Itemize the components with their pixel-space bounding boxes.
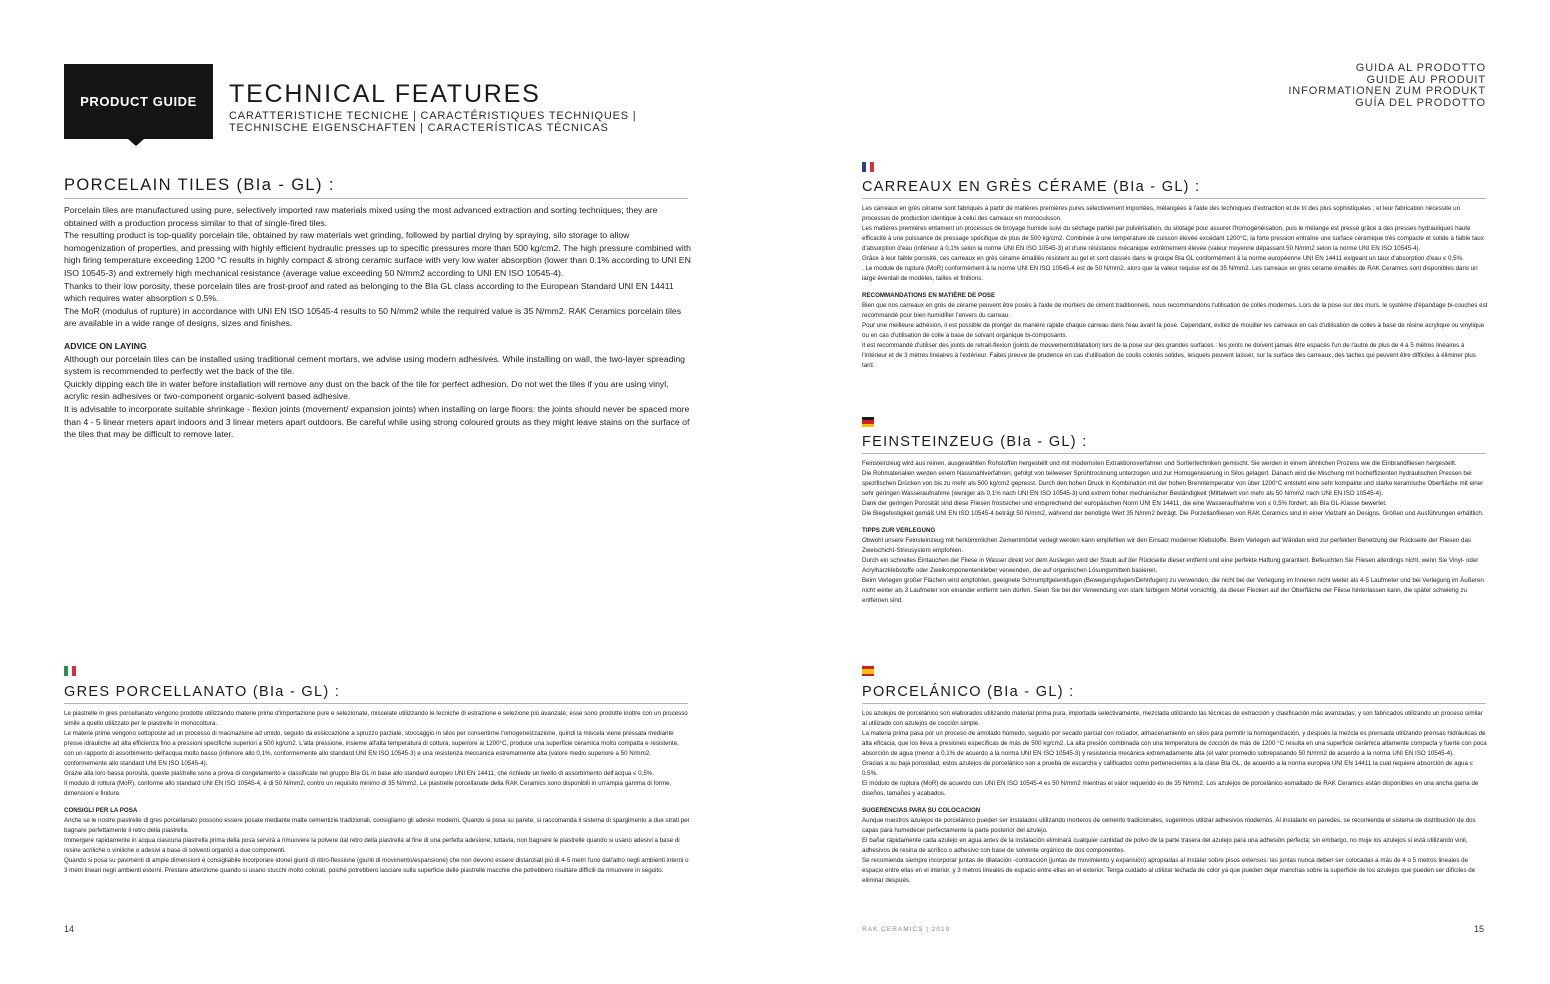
paragraph: The MoR (modulus of rupture) in accordance with UNI EN ISO 10545-4 results to 50 N/mm2 while the required value is 35 N/mm2. RAK Ceramics porcelain tiles are available in a wide range of designs, sizes and finishes. — [64, 305, 682, 329]
paragraph: Le materie prime vengono sottoposte ad un processo di macinazione ad umido, seguito da essiccazione a spruzzo parziale, stoccaggio in silos per consentirne l'omogeneizzazione, quindi la miscela viene pressata mediante presse idrauliche ad alta efficienza fino a pressioni specifiche superiori a 500 kg/cm2. L'alta pressione, insieme all'alta temperatura di cottura, superiore ai 1200°C, produce una superficie ceramica molto compatta e resistente, con un rapporto di assorbimento dell'acqua molto basso (inferiore allo 0,1%, conformemente allo standard UNI EN ISO 10545-3) e una resistenza meccanica estremamente alta (valore medio superiore a 50 N/mm2, conformemente allo standard UNI EN ISO 10545-4). — [64, 730, 679, 767]
divider-es — [862, 703, 1486, 704]
page-number-left: 14 — [64, 924, 75, 934]
advice-heading-it: CONSIGLI PER LA POSA — [64, 807, 138, 814]
paragraph: Thanks to their low porosity, these porcelain tiles are frost-proof and rated as belonging to the BIa GL class according to the European Standard UNI EN 14411 which requires water absorption ≤ 0.5%. — [64, 280, 674, 304]
divider-fr — [862, 198, 1486, 199]
section-title-en: PORCELAIN TILES (BIa - GL) : — [64, 176, 335, 194]
product-guide-badge — [64, 64, 213, 139]
paragraph: Durch ein schnelles Eintauchen der Fliese in Wasser direkt vor dem Auslegen wird der Staub auf der Rückseite dieser entfernt und eine perfekte Haftung garantiert. Befeuchten Sie Fliesen allerdings nicht, wenn Sie Vinyl- oder Acrylharzklebstoffe oder Zweikomponentenkleber verwenden, die auf organischen Lösungsmitteln basieren. — [862, 557, 1479, 574]
page-subtitle — [229, 110, 636, 134]
advice-heading-es: SUGERENCIAS PARA SU COLOCACION — [862, 807, 981, 814]
advice-heading-fr: RECOMMANDATIONS EN MATIÈRE DE POSE — [862, 292, 996, 299]
paragraph: Le piastrelle in gres porcellanato vengono prodotte utilizzando materie prime d'importazione pure e selezionate, miscelate utilizzando le tecniche di estrazione e selezione più avanzate; esse sono prodotte inoltre con un processo simile a quello utilizzato per le piastrelle in monocottura. — [64, 710, 688, 727]
paragraph: Grazie alla loro bassa porosità, queste piastrelle sono a prova di congelamento e classificate nel gruppo BIa GL in base allo standard europeo UNI EN 14411, che richiede un livello di assorbimento dell'acqua ≤ 0,5%. — [64, 770, 654, 777]
french-flag-icon — [862, 162, 874, 172]
section-title-es: PORCELÁNICO (BIa - GL) : — [862, 684, 1075, 700]
paragraph: Quickly dipping each tile in water before installation will remove any dust on the back of the tile for perfect adhesion. Do not wet the tiles if you are using vinyl, acrylic resin adhesives or two-component organic-solvent based adhesive. — [64, 378, 669, 402]
paragraph: Il est recommandé d'utiliser des joints de retrait-flexion (joints de mouvement/dilatation) lors de la pose sur des grandes surfaces : les joints ne doivent jamais être espacés l'un de l'autre de plus de 4 à 5 mètres linéaires à l'intérieur et de 3 mètres linéaires à l'extérieur. Faites preuve de prudence en cas d'utilisation de coulis colorés solides, lesquels peuvent laisser, sur la surface des carreaux, des taches qui peuvent être difficiles à éliminer plus tard. — [862, 342, 1476, 369]
footer-label: RAK CERAMICS | 2019 — [862, 926, 951, 933]
paragraph: Gracias a su baja porosidad, estos azulejos de porcelánico son a prueba de escarcha y calificados como pertenecientes a la clase BIa GL, de acuerdo a la norma europea UNI EN 14411 la cual requiere absorción de agua ≤ 0.5%. — [862, 760, 1474, 777]
section-title-de: FEINSTEINZEUG (BIa - GL) : — [862, 434, 1088, 450]
section-body-it — [64, 709, 690, 876]
guide-name-es: GUÍA DEL PRODOTTO — [1355, 96, 1486, 109]
guide-name-fr: GUIDE AU PRODUIT — [1366, 73, 1486, 86]
paragraph: Les matières premières entament un processus de broyage humide suivi du séchage partiel par pulvérisation, du silotage pour assurer l'homogénéisation, puis le mélange est pressé grâce à des presses hydrauliques haute efficacité à une puissance de pressage spécifique de plus de 500 kg/cm2. Combinée à une température de cuisson élevée excédant 1200°C, la forte pression entraîne une surface céramique très compacte et solide à faible taux d'absorption d'eau (inférieur à 0,1% selon la norme UNI EN ISO 10545-3) et d'une résistance mécanique extrêmement élevée (valeur moyenne dépassant 50 N/mm2 selon la norme UNI EN ISO 10545-4). — [862, 225, 1484, 252]
subtitle-line-1: CARATTERISTICHE TECNICHE | CARACTÉRISTIQUES TECHNIQUES | — [229, 110, 637, 122]
paragraph: Los azulejos de porcelánico son elaborados utilizando material prima pura, importada selectivamente, mezclada utilizando las técnicas de extracción y clasificación más avanzadas; y son fabricados utilizando un proceso similar al utilizado con azulejos de cocción simple. — [862, 710, 1483, 727]
spanish-flag-icon — [862, 666, 874, 676]
paragraph: Immergere rapidamente in acqua ciascuna piastrella prima della posa servirà a rimuovere la polvere dal retro della piastrella al fine di una perfetta adesione; tuttavia, non bagnare le piastrelle quando si usano adesivi a base di resine acriliche o viniliche o adesivi a base di solventi organici a due componenti. — [64, 837, 680, 854]
paragraph: Aunque nuestros azulejos de porcelánico pueden ser instalados utilizando morteros de cemento tradicionales, sugerimos utilizar adhesivos modernos. Al instalarlo en paredes, se recomienda el sistema de distribución de dos capas para humedecer perfectamente la parte posterior del azulejo. — [862, 817, 1476, 834]
paragraph: Beim Verlegen großer Flächen wird empfohlen, geeignete Schrumpfgelenkfugen (Bewegungsfugen/Dehnfugen) zu verwenden, die nicht bei der Verlegung im Inneren nicht weiter als 4-5 Laufmeter und bei Verlegung im Äußeren nicht weiter als 3 Laufmeter von einander entfernt sein dürfen. Seien Sie bei der Verwendung von stark farbigem Mörtel vorsichtig, da dieser Flecken auf der Oberfläche der Fliese hinterlassen kann, die später schwierig zu entfernen sind. — [862, 577, 1484, 604]
section-body-en — [64, 204, 692, 441]
paragraph: El bañar rápidamente cada azulejo en agua antes de la instalación eliminará cualquier cantidad de polvo de la parte trasera del azulejo para una adhesión perfecta; sin embargo, no moje los azulejos si está utilizando vinil, adhesivos de resina de acrílico o adhesivo con base de solvente orgánico de dos componentes. — [862, 837, 1468, 854]
divider-it — [64, 703, 688, 704]
paragraph: Les carreaux en grès cérame sont fabriqués à partir de matières premières pures sélectivement importées, mélangées à l'aide des techniques d'extraction et de tri des plus sophistiquées ; et leur fabrication nécessite un processus de production identique à celui des carreaux en monocuisson. — [862, 205, 1461, 222]
paragraph: Bien que nos carreaux en grès de céramе peuvent être posés à l'aide de mortiers de ciment traditionnels, nous recommandons l'utilisation de colles modernes. Lors de la pose sur des murs, le système d'épandage bi-couches est recommandé pour bien humidifier l'envers du carreau. — [862, 302, 1488, 319]
paragraph: Quando si posa su pavimenti di ampie dimensioni è consigliabile incorporare idonei giunti di ritiro-flessione (giunti di movimento/espansione) che non devono essere distanziati più di 4-5 metri l'uno dall'altro negli ambienti interni o 3 metri lineari negli ambienti esterni. Prestare attenzione quando si usano stucchi molto colorati, poiché potrebbero lasciare sulla superficie delle piastrelle macchie che potrebbero risultare difficili da rimuovere in seguito. — [64, 857, 689, 874]
section-title-fr: CARREAUX EN GRÈS CÉRAME (BIa - GL) : — [862, 179, 1201, 195]
subtitle-line-2: TECHNISCHE EIGENSCHAFTEN | CARACTERÍSTICAS TÉCNICAS — [229, 122, 609, 134]
paragraph: Obwohl unsere Feinsteinzeug mit herkömmlichen Zementmörtel verlegt werden kann empfehlen wir den Einsatz moderner Klebstoffe. Beim Verlegen auf Wänden wird zur perfekten Benetzung der Rückseite der Fliesen das Zweischicht-Streusystem empfohlen. — [862, 537, 1471, 554]
page-number-right: 15 — [1474, 924, 1485, 934]
paragraph: Porcelain tiles are manufactured using pure, selectively imported raw materials mixed using the most advanced extraction and sorting techniques; they are obtained with a production process similar to that of single-fired tiles. — [64, 205, 658, 228]
advice-heading-en: ADVICE ON LAYING — [64, 340, 147, 351]
paragraph: It is advisable to incorporate suitable shrinkage - flexion joints (movement/ expansion joints) when installing on large floors: the joints should never be spaced more than 4 - 5 linear meters apart indoors and 3 linear meters apart outdoors. Be careful while using strong coloured grouts as they might leave stains on the surface of the tiles that may be difficult to remove later. — [64, 403, 690, 440]
section-title-it: GRES PORCELLANATO (BIa - GL) : — [64, 684, 341, 700]
paragraph: Dank der geringen Porosität sind diese Fliesen frostsicher und entsprechend der europäischen Norm UNI EN 14411, die eine Wasseraufnahme von ≤ 0,5% fordert, als BIa GL-Klasse bewertet. — [862, 500, 1387, 507]
section-body-de — [862, 459, 1488, 606]
paragraph: Although our porcelain tiles can be installed using traditional cement mortars, we advise using modern adhesives. While installing on wall, the two-layer spreading system is recommended to perfectly wet the back of the tile. — [64, 353, 686, 377]
paragraph: Pour une meilleure adhésion, il est possible de plonger de manière rapide chaque carreau dans l'eau avant la pose. Cependant, évitez de mouiller les carreaux en cas d'utilisation de colles à base de résine acrylique ou vinylique ou en cas d'utilisation de colle à base de solvant organique bi-composants. — [862, 322, 1485, 339]
paragraph: The resulting product is top-quality porcelain tile, obtained by raw materials wet grinding, followed by partial drying by spraying, silo storage to allow homogenization of properties, and pressing with highly efficient hydraulic presses up to specific pressures more than 500 kg/cm2. The high pressure combined with high firing temperature exceeding 1200 °C results in highly compact & strong ceramic surface with very low water absorption (lower than 0.1% according to UNI EN ISO 10545-3) and extremely high mechanical resistance (average value exceeding 50 N/mm2 according to UNI EN ISO 10545-4). — [64, 230, 691, 278]
paragraph: . Le module de rupture (MoR) conformément à la norme UNI EN ISO 10545-4 est de 50 N/mm2, alors que la valeur requise est de 35 N/mm2. Les carreaux en grès cérame émaillés de RAK Ceramics sont disponibles dans un large éventail de modèles, tailles et finitions. — [862, 265, 1478, 282]
guide-name-de: INFORMATIONEN ZUM PRODUKT — [1288, 85, 1486, 97]
paragraph: Il modulo di rottura (MoR), conforme allo standard UNI EN ISO 10545-4, è di 50 N/mm2, contro un requisito minimo di 35 N/mm2. Le piastrelle porcellanate della RAK Ceramics sono disponibili in un'ampia gamma di forme, dimensioni e finiture. — [64, 780, 672, 797]
paragraph: Die Rohmaterialien werden einem Nassmahlverfahren, gefolgt von teilweiser Sprühtrocknung unterzogen und zur Homogenisierung in Silos gelagert. Danach wird die Mischung mit hocheffizienten hydraulischen Pressen bei spezifischen Drücken von bis zu mehr als 500 kg/cm2 gepresst. Durch den hohen Druck in Kombination mit der hohen Brenntemperatur von über 1200°C entsteht eine sehr kompakte und starke keramische Oberfläche mit einer sehr geringen Wasseraufnahme (weniger als 0,1% nach UNI EN ISO 10545-3) und extrem hoher mechanischer Beständigkeit (Mittelwert von mehr als 50 N/mm2 nach UNI EN ISO 10545-4). — [862, 470, 1484, 497]
paragraph: Anche se le nostre piastrelle di gres porcellanato possono essere posate mediante malte cementizie tradizionali, consigliamo gli adesivi moderni. Quando si posa su parete, si raccomanda il sistema di spargimento a due strati per bagnare perfettamente il retro della piastrella. — [64, 817, 690, 834]
paragraph: Die Biegefestigkeit gemäß UNI EN ISO 10545-4 beträgt 50 N/mm2, während der benötigte Wert 35 N/mm2 beträgt. Die Porzellanfliesen von RAK Ceramics sind in einer Vielzahl an Designs, Größen und Ausführungen erhältlich. — [862, 510, 1484, 517]
paragraph: Se recomienda siempre incorporar juntas de dilatación -contracción (juntas de movimiento y expansión) apropiadas al instalar sobre pisos extensos: las juntas nunca deben ser colocadas a más de 4 o 5 metros lineales de espacio entre ellas en el interior, y 3 metros lineales de espacio entre ellas en el exterior. Tenga cuidado al utilizar lechada de color ya que pueden dejar manchas sobre la superficie de los azulejos que pueden ser difíciles de eliminar después. — [862, 857, 1476, 884]
section-body-fr — [862, 204, 1488, 371]
page-title: TECHNICAL FEATURES — [229, 80, 541, 108]
italian-flag-icon — [64, 666, 76, 676]
paragraph: La materia prima pasa por un proceso de amolado húmedo, seguido por secado parcial con rociador, almacenamiento en silos para permitir la homogenización, y después la mezcla es prensada utilizando prensas hidráulicas de alta eficacia, que los lleva a presiones específicas de más de 500 kg/cm2. La alta presión combinada con una temperatura de cocción de más de 1200 °C resulta en una superficie cerámica altamente compacta y fuerte con poca absorción de agua (menor a 0.1% de acuerdo a la norma UNI EN ISO 10545-3) y resistencia mecánica extremadamente alta (el valor promedio sobrepasando 50 N/mm2 de acuerdo a la norma UNI EN ISO 10545-4). — [862, 730, 1487, 757]
paragraph: Feinsteinzeug wird aus reinen, ausgewählten Rohstoffen hergestellt und mit modernsten Extraktionsverfahren und Sortiertechniken gemischt. Sie werden in einem ähnlichen Prozess wie die Einbrandfliesen hergestellt. — [862, 460, 1457, 467]
guide-name-it: GUIDA AL PRODOTTO — [1355, 62, 1486, 74]
german-flag-icon — [862, 417, 874, 427]
badge-label: PRODUCT GUIDE — [80, 94, 197, 109]
divider-en — [64, 198, 688, 199]
section-body-es — [862, 709, 1488, 886]
divider-de — [862, 453, 1486, 454]
advice-heading-de: TIPPS ZUR VERLEGUNG — [862, 527, 936, 534]
paragraph: Grâce à leur faible porosité, ces carreaux en grès cérame émaillés résistent au gel et sont classés dans le groupe BIa GL conformément à la norme européenne UNI EN 14411 exigeant un taux d'absorption d'eau ≤ 0,5%. — [862, 255, 1464, 262]
guide-language-list — [1288, 63, 1486, 109]
paragraph: El módulo de ruptura (MoR) de acuerdo con UNI EN ISO 10545-4 es 50 N/mm2 mientras el valor requerido es de 35 N/mm2. Los azulejos de porcelánico esmaltado de RAK Ceramics están disponibles en una ancha gama de diseños, tamaños y acabados. — [862, 780, 1479, 797]
